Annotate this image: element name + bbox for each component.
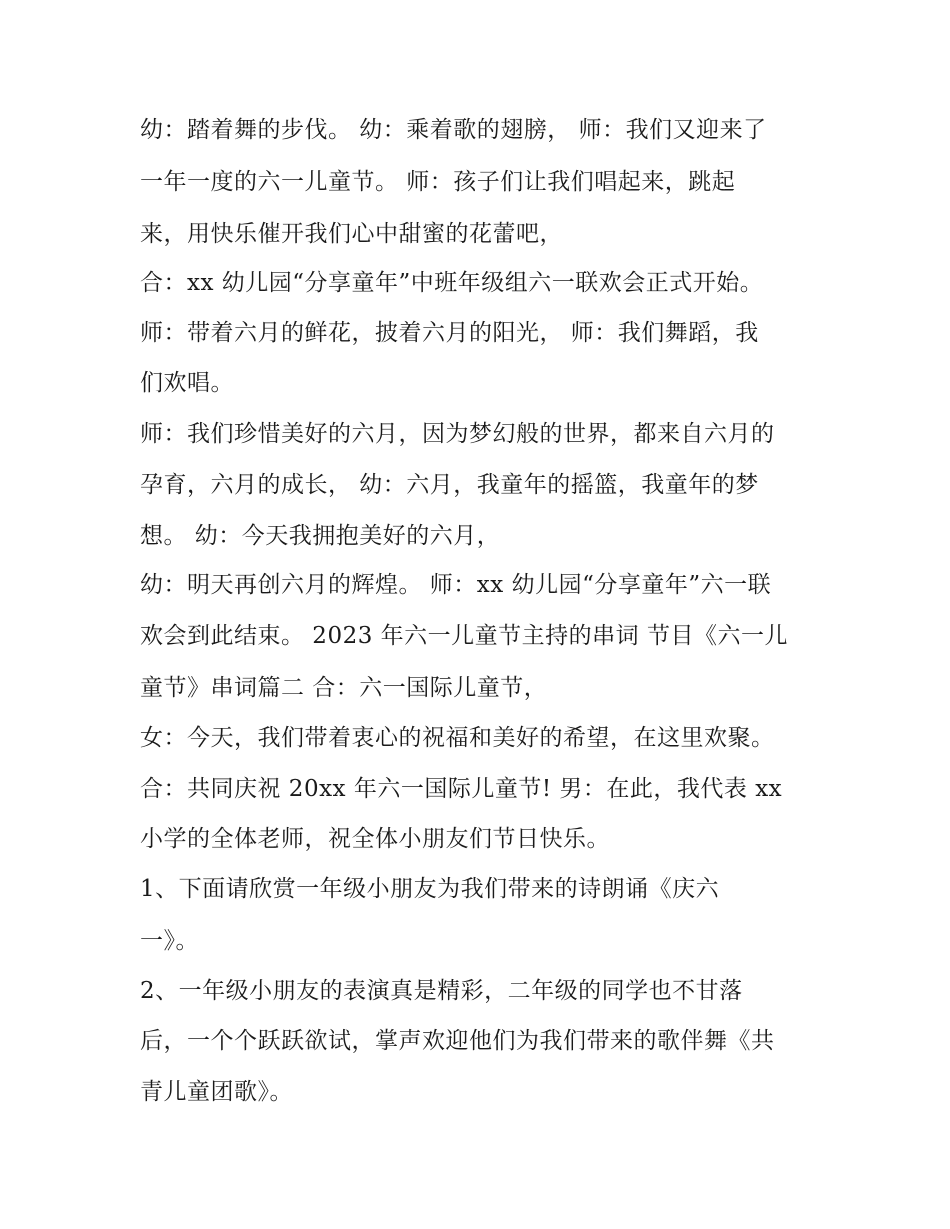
text-line: 师：我们珍惜美好的六月，因为梦幻般的世界，都来自六月的 xyxy=(140,421,775,447)
text-line: 孕育，六月的成长， 幼：六月，我童年的摇篮，我童年的梦 xyxy=(140,472,759,498)
text-line: 合：共同庆祝 20xx 年六一国际儿童节! 男：在此，我代表 xx xyxy=(140,776,783,802)
text-line: 后，一个个跃跃欲试，掌声欢迎他们为我们带来的歌伴舞《共 xyxy=(140,1028,775,1054)
text-line: 一年一度的六一儿童节。 师：孩子们让我们唱起来，跳起 xyxy=(140,169,736,195)
text-line: 青儿童团歌》。 xyxy=(140,1079,293,1105)
text-line: 小学的全体老师，祝全体小朋友们节日快乐。 xyxy=(140,826,610,852)
text-line: 想。 幼：今天我拥抱美好的六月， xyxy=(140,523,501,549)
text-line: 幼：踏着舞的步伐。 幼：乘着歌的翅膀， 师：我们又迎来了 xyxy=(140,117,767,143)
text-line: 师：带着六月的鲜花，披着六月的阳光， 师：我们舞蹈，我 xyxy=(140,320,759,346)
text-line: 合：xx 幼儿园“分享童年”中班年级组六一联欢会正式开始。 xyxy=(140,270,764,296)
text-line: 来，用快乐催开我们心中甜蜜的花蕾吧， xyxy=(140,221,563,247)
text-line: 1、下面请欣赏一年级小朋友为我们带来的诗朗诵《庆六 xyxy=(140,876,720,902)
text-line: 幼：明天再创六月的辉煌。 师：xx 幼儿园“分享童年”六一联 xyxy=(140,572,772,598)
text-line: 2、一年级小朋友的表演真是精彩，二年级的同学也不甘落 xyxy=(140,978,743,1004)
text-line: 欢会到此结束。 2023 年六一儿童节主持的串词 节目《六一儿 xyxy=(140,623,788,649)
text-line: 一》。 xyxy=(140,928,199,954)
text-line: 们欢唱。 xyxy=(140,370,234,396)
text-line: 女：今天，我们带着衷心的祝福和美好的希望，在这里欢聚。 xyxy=(140,725,775,751)
text-line: 童节》串词篇二 合：六一国际儿童节， xyxy=(140,675,548,701)
